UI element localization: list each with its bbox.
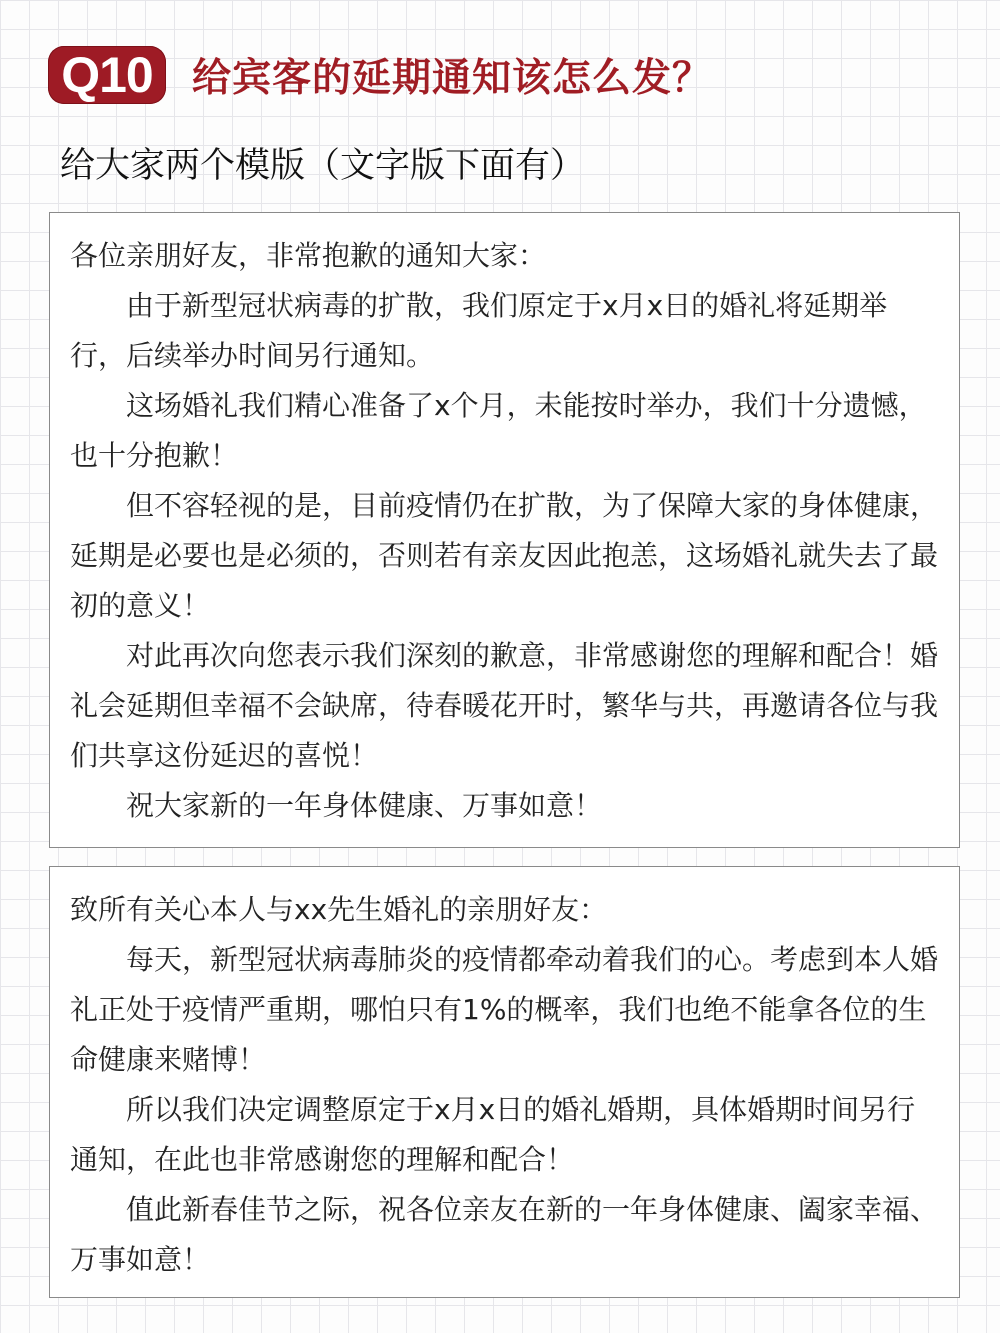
template-2-paragraph: 值此新春佳节之际，祝各位亲友在新的一年身体健康、阖家幸福、万事如意！: [70, 1193, 939, 1276]
template-2-greeting: 致所有关心本人与xx先生婚礼的亲朋好友：: [70, 893, 608, 926]
template-1-paragraph: 但不容轻视的是，目前疫情仍在扩散，为了保障大家的身体健康，延期是必要也是必须的，否则若有亲友因此抱恙，这场婚礼就失去了最初的意义！: [70, 489, 939, 622]
template-2-paragraph: 每天，新型冠状病毒肺炎的疫情都牵动着我们的心。考虑到本人婚礼正处于疫情严重期，哪怕只有1%的概率，我们也绝不能拿各位的生命健康来赌博！: [70, 943, 939, 1076]
question-badge: Q10: [48, 46, 166, 104]
template-2-paragraph: 所以我们决定调整原定于x月x日的婚礼婚期，具体婚期时间另行通知，在此也非常感谢您的理解和配合！: [70, 1093, 916, 1176]
page-title: 给宾客的延期通知该怎么发？: [192, 56, 713, 101]
template-card-1: [49, 212, 960, 848]
template-1-paragraph: 这场婚礼我们精心准备了x个月，未能按时举办，我们十分遗憾，也十分抱歉！: [70, 389, 927, 472]
subtitle: 给大家两个模版（文字版下面有）: [60, 146, 586, 186]
template-1-greeting: 各位亲朋好友，非常抱歉的通知大家：: [70, 239, 547, 272]
template-1-paragraph: 由于新型冠状病毒的扩散，我们原定于x月x日的婚礼将延期举行，后续举办时间另行通知。: [70, 289, 888, 372]
template-1-text: [70, 231, 941, 831]
template-2-text: [70, 885, 941, 1285]
template-card-2: [49, 866, 960, 1298]
header: [48, 44, 712, 106]
template-1-paragraph: 对此再次向您表示我们深刻的歉意，非常感谢您的理解和配合！婚礼会延期但幸福不会缺席，待春暖花开时，繁华与共，再邀请各位与我们共享这份延迟的喜悦！: [70, 639, 939, 772]
template-1-paragraph: 祝大家新的一年身体健康、万事如意！: [126, 789, 603, 822]
